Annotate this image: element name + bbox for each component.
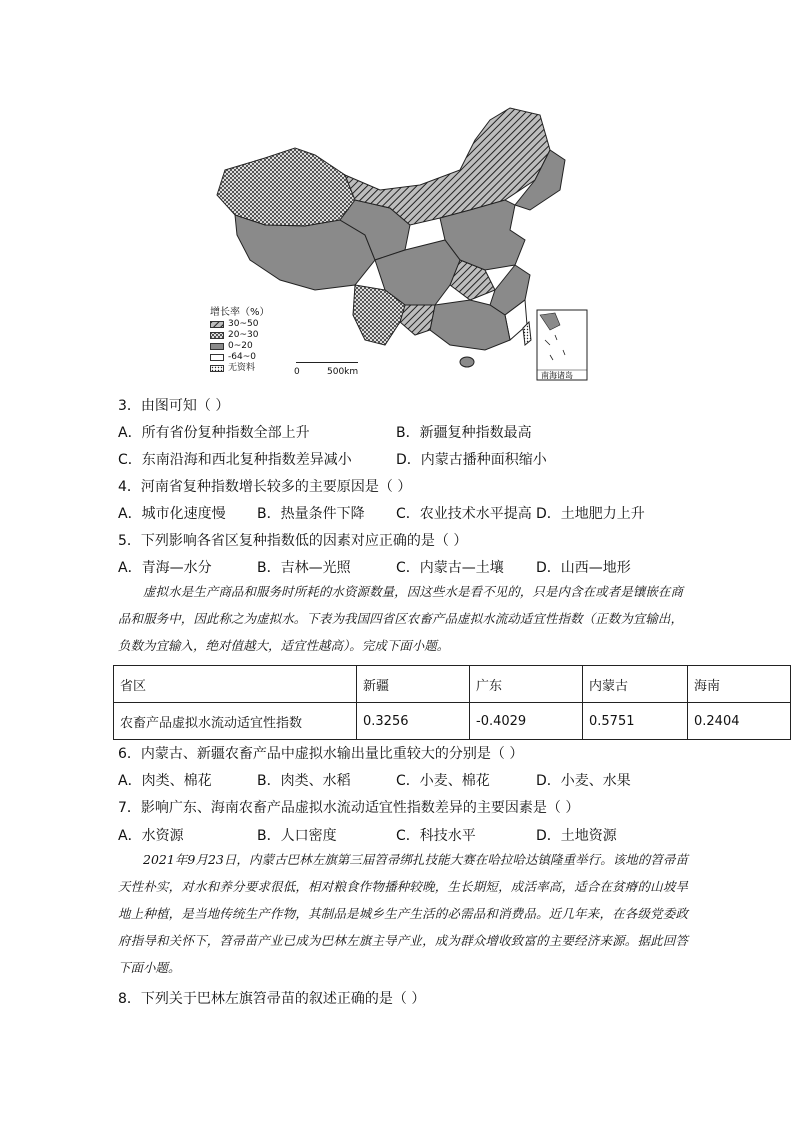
question-7-option-d: D．土地资源	[536, 828, 617, 844]
table-cell: 内蒙古	[583, 666, 688, 703]
table-cell: 新疆	[357, 666, 470, 703]
question-5-option-d: D．山西—地形	[536, 560, 631, 576]
question-3-option-c: C．东南沿海和西北复种指数差异减小	[118, 452, 352, 468]
inset-label: 南海诸岛	[541, 371, 573, 380]
question-6-option-d: D．小麦、水果	[536, 773, 631, 789]
question-3-option-a: A．所有省份复种指数全部上升	[118, 425, 310, 441]
white-swatch-icon	[210, 354, 224, 361]
table-cell: 海南	[688, 666, 791, 703]
scale-distance-label: 500km	[327, 367, 359, 377]
question-5-option-b: B．吉林—光照	[257, 560, 351, 576]
map-legend	[210, 307, 270, 374]
legend-item: 无资料	[210, 363, 270, 374]
scale-bar	[296, 362, 358, 363]
question-6-stem: 6．内蒙古、新疆农畜产品中虚拟水输出量比重较大的分别是（ ）	[118, 746, 524, 762]
legend-item: -64~0	[210, 352, 270, 363]
table-cell: 0.3256	[357, 703, 470, 740]
question-4-option-c: C．农业技术水平提高	[396, 506, 532, 522]
dots-swatch-icon	[210, 365, 224, 372]
legend-item: 30~50	[210, 319, 270, 330]
question-6-option-a: A．肉类、棉花	[118, 773, 212, 789]
question-4-stem: 4．河南省复种指数增长较多的主要原因是（ ）	[118, 479, 412, 495]
table-cell: -0.4029	[470, 703, 583, 740]
question-7-stem: 7．影响广东、海南农畜产品虚拟水流动适宜性指数差异的主要因素是（ ）	[118, 800, 580, 816]
region-guangxi	[400, 305, 435, 335]
table-cell: 农畜产品虚拟水流动适宜性指数	[114, 703, 357, 740]
question-5-option-c: C．内蒙古—土壤	[396, 560, 504, 576]
question-3-stem: 3．由图可知（ ）	[118, 398, 230, 414]
question-4-option-d: D．土地肥力上升	[536, 506, 645, 522]
question-8-stem: 8．下列关于巴林左旗笤帚苗的叙述正确的是（ ）	[118, 991, 426, 1007]
scale-zero-label: 0	[294, 367, 300, 377]
question-6-option-c: C．小麦、棉花	[396, 773, 490, 789]
grey-swatch-icon	[210, 343, 224, 350]
legend-item: 20~30	[210, 330, 270, 341]
question-7-option-c: C．科技水平	[396, 828, 476, 844]
question-5-option-a: A．青海—水分	[118, 560, 212, 576]
region-hainan	[460, 357, 474, 367]
question-3-option-b: B．新疆复种指数最高	[396, 425, 532, 441]
hatch-swatch-icon	[210, 321, 224, 328]
region-xinjiang	[217, 148, 355, 226]
table-cell: 省区	[114, 666, 357, 703]
table-cell: 0.5751	[583, 703, 688, 740]
table-cell: 广东	[470, 666, 583, 703]
question-7-option-b: B．人口密度	[257, 828, 337, 844]
table-row	[114, 703, 791, 740]
virtual-water-table	[113, 665, 791, 740]
question-6-option-b: B．肉类、水稻	[257, 773, 351, 789]
passage-broom-corn: 2021年9月23日，内蒙古巴林左旗第三届笤帚绑扎技能大赛在哈拉哈达镇隆重举行。该地的笤帚苗天性朴实，对水和养分要求很低，相对粮食作物播种较晚，生长期短，成活率高，适合在贫瘠的山坡旱地上种植，是当地传统生产作物，其制品是城乡生产生活的必需品和消费品。近几年来，在各级党委政府指导和关怀下，笤帚苗产业已成为巴林左旗主导产业，成为群众增收致富的主要经济来源。据此回答下面小题。	[118, 852, 688, 975]
question-3-option-d: D．内蒙古播种面积缩小	[396, 452, 547, 468]
passage-virtual-water: 虚拟水是生产商品和服务时所耗的水资源数量，因这些水是看不见的，只是内含在或者是镶嵌在商品和服务中，因此称之为虚拟水。下表为我国四省区农畜产品虚拟水流动适宜性指数（正数为宜输出，负数为宜输入，绝对值越大，适宜性越高）。完成下面小题。	[118, 584, 683, 653]
question-4-option-b: B．热量条件下降	[257, 506, 365, 522]
question-5-stem: 5．下列影响各省区复种指数低的因素对应正确的是（ ）	[118, 533, 468, 549]
legend-title: 增长率（%）	[210, 307, 270, 318]
crosshatch-swatch-icon	[210, 332, 224, 339]
question-4-option-a: A．城市化速度慢	[118, 506, 226, 522]
legend-item: 0~20	[210, 341, 270, 352]
question-7-option-a: A．水资源	[118, 828, 184, 844]
table-cell: 0.2404	[688, 703, 791, 740]
table-header-row	[114, 666, 791, 703]
